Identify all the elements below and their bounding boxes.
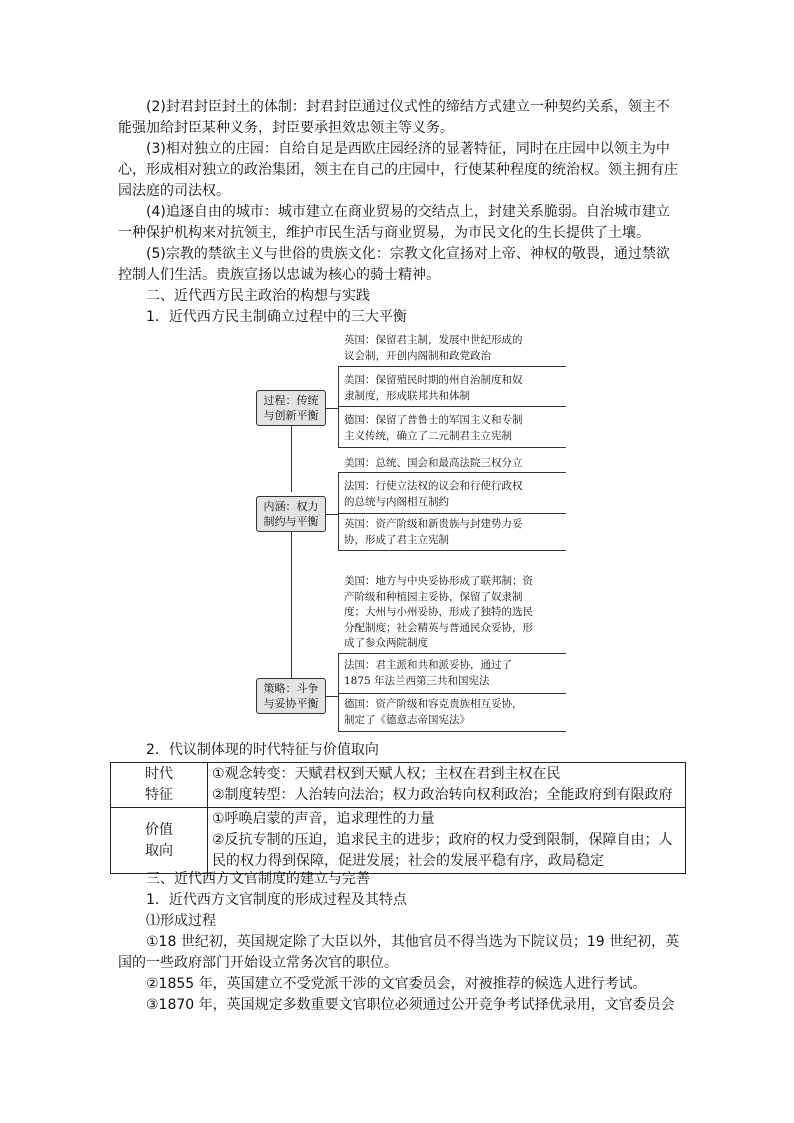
table-cell-value-line-1: ①呼唤启蒙的声音，追求理性的力量 [212, 811, 435, 827]
item-us-power-line-1: 美国：总统、国会和最高法院三权分立 [344, 457, 523, 469]
item-fr-power-line-1: 法国：行使立法权的议会和行使行政权 [344, 480, 523, 492]
group-connotation-bracket [338, 472, 339, 550]
group-process-box [256, 390, 326, 426]
table-cell-value-line-3: 民的权力得到保障，促进发展；社会的发展平稳有序，政局稳定 [212, 853, 604, 869]
item-de-process-line-1: 德国：保留了普鲁士的军国主义和专制 [344, 414, 523, 426]
item-de-process-underline [338, 447, 566, 448]
item-uk-power [344, 517, 523, 548]
item-us-strategy-line-1: 美国：地方与中央妥协形成了联邦制；资 [344, 575, 533, 587]
item-us-strategy-line-5: 成了参众两院制度 [344, 637, 428, 649]
item-us-power-underline [338, 472, 566, 473]
item-us-strategy-underline [338, 653, 566, 654]
item-us-process-line-1: 美国：保留殖民时期的州自治制度和奴 [344, 374, 523, 386]
section-2-title: 二、近代西方民主政治的构想与实践 [146, 288, 370, 304]
item-fr-strategy-line-2: 1875 年法兰西第三共和国宪法 [344, 674, 490, 687]
item-uk-power-line-2: 协，形成了君主立宪制 [344, 533, 449, 546]
item-uk-process-underline [338, 366, 566, 367]
item-uk-process-line-2: 议会制，开创内阁制和政党政治 [344, 349, 491, 362]
section-3-title: 三、近代西方文官制度的建立与完善 [146, 871, 370, 887]
para-3-line-3: 园法庭的司法权。 [118, 183, 230, 199]
item-us-strategy [344, 574, 533, 652]
item-fr-strategy-underline [338, 693, 566, 694]
group-process-bracket [338, 366, 339, 448]
item-uk-power-underline [338, 550, 566, 551]
group-strategy-connector [326, 696, 338, 697]
item-de-process [344, 413, 523, 444]
item-us-strategy-line-3: 度；大州与小州妥协，形成了独特的选民 [344, 606, 533, 618]
table-head-value [111, 808, 208, 874]
table-cell-value [208, 808, 686, 874]
table-head-value-1: 价值 [145, 821, 173, 838]
item-fr-strategy [344, 658, 512, 689]
section-3-item-3: ③1870 年，英国规定多数重要文官职位必须通过公开竞争考试择优录用，文官委员会 [146, 997, 675, 1013]
item-fr-power-line-2: 的总统与内阁相互制约 [344, 495, 449, 508]
item-de-strategy [344, 697, 523, 728]
item-uk-process-line-1: 英国：保留君主制，发展中世纪形成的 [344, 334, 523, 346]
item-us-power [344, 456, 523, 472]
item-de-strategy-line-2: 制定了《德意志帝国宪法》 [344, 713, 470, 726]
group-connotation-label-1: 内涵：权力 [263, 500, 319, 513]
item-us-process-underline [338, 406, 566, 407]
group-process-label-1: 过程：传统 [263, 394, 319, 407]
table-head-era-2: 特征 [145, 787, 173, 803]
item-de-strategy-underline [338, 731, 566, 732]
table-cell-era [208, 763, 686, 808]
section-2-sub-2: 2．代议制体现的时代特征与价值取向 [146, 742, 379, 758]
group-process-label-2: 与创新平衡 [263, 409, 319, 422]
item-de-process-line-2: 主义传统，确立了二元制君主立宪制 [344, 429, 512, 442]
section-3-sub-1: 1．近代西方文官制度的形成过程及其特点 [146, 892, 407, 908]
group-connotation-connector [326, 514, 338, 515]
trunk-line-2 [291, 532, 292, 678]
group-strategy-label-2: 与妥协平衡 [263, 697, 319, 710]
table-head-value-2: 取向 [145, 842, 173, 859]
item-fr-strategy-line-1: 法国：君主派和共和派妥协，通过了 [344, 659, 512, 671]
item-fr-power-underline [338, 513, 566, 514]
group-strategy-box [256, 678, 326, 714]
item-de-strategy-line-1: 德国：资产阶级和容克贵族相互妥协， [344, 698, 523, 710]
group-strategy-bracket [338, 653, 339, 731]
table-head-era-1: 时代 [145, 766, 173, 782]
section-2-sub-1: 1．近代西方民主制确立过程中的三大平衡 [146, 309, 407, 325]
para-3-line-1: (3)相对独立的庄园：自给自足是西欧庄园经济的显著特征，同时在庄园中以领主为中 [146, 141, 670, 157]
para-5-line-1: (5)宗教的禁欲主义与世俗的贵族文化：宗教文化宣扬对上帝、神权的敬畏，通过禁欲 [146, 246, 670, 262]
item-us-process-line-2: 隶制度，形成联邦共和体制 [344, 389, 470, 402]
item-uk-power-line-1: 英国：资产阶级和新贵族与封建势力妥 [344, 518, 523, 530]
item-fr-power [344, 479, 523, 510]
group-connotation-box [256, 496, 326, 532]
para-2-line-2: 能强加给封臣某种义务，封臣要承担效忠领主等义务。 [118, 120, 454, 136]
group-strategy-label-1: 策略：斗争 [263, 682, 319, 695]
section-3-sub-1a: ⑴形成过程 [146, 913, 216, 929]
para-5-line-2: 控制人们生活。贵族宣扬以忠诚为核心的骑士精神。 [118, 267, 440, 283]
section-3-item-2: ②1855 年，英国建立不受党派干涉的文官委员会，对被推荐的候选人进行考试。 [146, 976, 647, 992]
para-4-line-1: (4)追逐自由的城市：城市建立在商业贸易的交结点上，封建关系脆弱。自治城市建立 [146, 204, 670, 220]
item-us-process [344, 373, 523, 404]
item-uk-process [344, 333, 523, 364]
table-cell-value-line-2: ②反抗专制的压迫，追求民主的进步；政府的权力受到限制，保障自由；人 [212, 832, 673, 848]
para-3-line-2: 心，形成相对独立的政治集团，领主在自己的庄园中，行使某种程度的统治权。领主拥有庄 [118, 162, 678, 178]
section-3-item-1-line-1: ①18 世纪初，英国规定除了大臣以外，其他官员不得当选为下院议员；19 世纪初，英 [146, 934, 680, 950]
table-row [111, 763, 686, 808]
section-3-item-1-line-2: 国的一些政府部门开始设立常务次官的职位。 [118, 955, 398, 971]
table-head-era [111, 763, 208, 808]
para-4-line-2: 一种保护机构来对抗领主，维护市民生活与商业贸易，为市民文化的生长提供了土壤。 [118, 225, 650, 241]
item-us-strategy-line-4: 分配制度；社会精英与普通民众妥协，形 [344, 621, 533, 634]
table-cell-era-line-2: ②制度转型：人治转向法治；权力政治转向权利政治；全能政府到有限政府 [212, 787, 673, 803]
table-row [111, 808, 686, 874]
item-us-strategy-line-2: 产阶级和种植园主妥协，保留了奴隶制 [344, 590, 523, 603]
representative-system-table [110, 762, 686, 874]
group-process-connector [326, 408, 338, 409]
table-cell-era-line-1: ①观念转变：天赋君权到天赋人权；主权在君到主权在民 [212, 766, 561, 782]
para-2-line-1: (2)封君封臣封土的体制：封君封臣通过仪式性的缔结方式建立一种契约关系，领主不 [146, 99, 670, 115]
group-connotation-label-2: 制约与平衡 [263, 515, 319, 528]
